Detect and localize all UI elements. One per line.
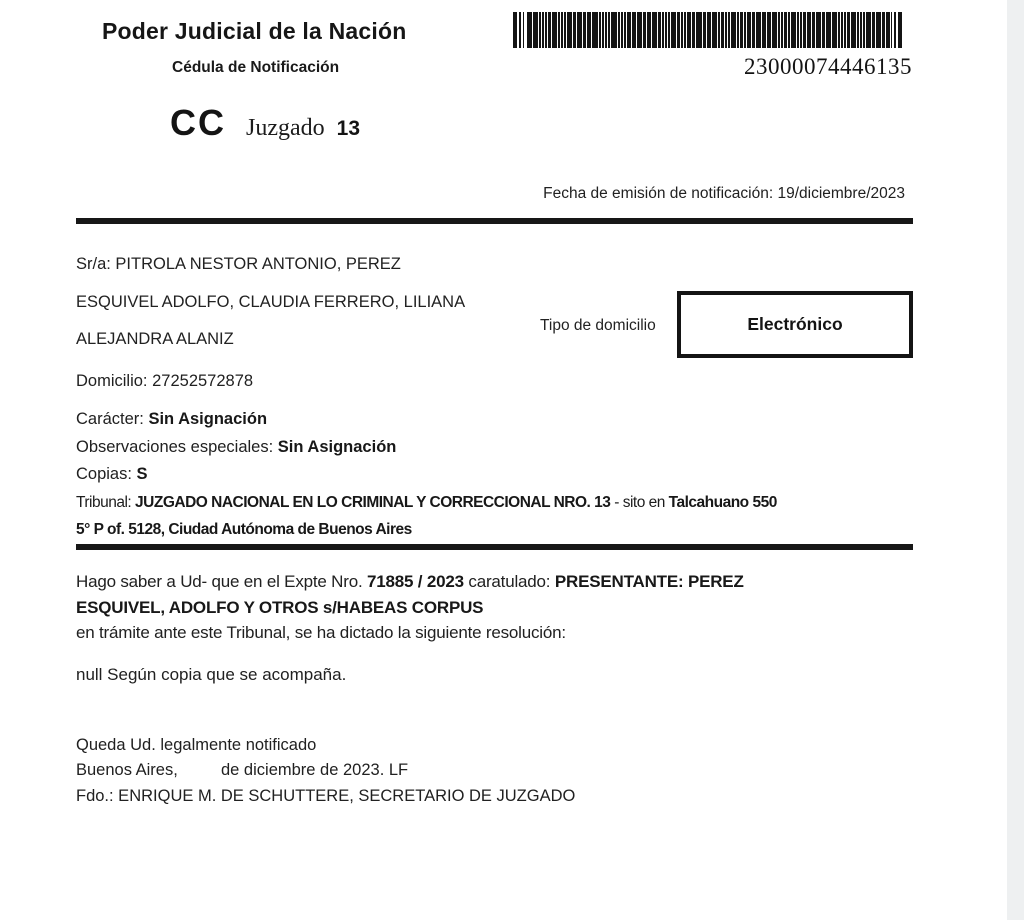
copies-line — [76, 465, 148, 484]
tribunal-address-2: 5° P of. 5128, Ciudad Autónoma de Buenos Aires — [76, 521, 412, 538]
addressee-line-2: ESQUIVEL ADOLFO, CLAUDIA FERRERO, LILIANA — [76, 292, 466, 311]
domicile-address-value: 27252572878 — [152, 372, 254, 390]
expte-mid: caratulado: — [463, 572, 555, 591]
addressee-line-1: Sr/a: PITROLA NESTOR ANTONIO, PEREZ — [76, 255, 401, 273]
domicile-type-box — [677, 291, 913, 358]
expte-number: 71885 / 2023 — [367, 572, 464, 591]
barcode — [513, 12, 912, 48]
character-line — [76, 410, 267, 429]
case-title-part-1: PRESENTANTE: PEREZ — [554, 572, 744, 591]
issue-date-line: Fecha de emisión de notificación: 19/diciembre/2023 — [543, 185, 905, 202]
domicile-type-value: Electrónico — [747, 314, 843, 334]
copy-code: CC — [170, 102, 226, 143]
footer-block — [76, 733, 926, 809]
tribunal-connector: - sito en — [610, 494, 669, 511]
signature-line: Fdo.: ENRIQUE M. DE SCHUTTERE, SECRETARIO DE JUZGADO — [76, 786, 576, 805]
divider-rule-bottom — [76, 544, 913, 550]
character-value: Sin Asignación — [148, 410, 268, 428]
observations-line — [76, 438, 396, 457]
copy-code-row — [170, 102, 360, 144]
expte-intro: Hago saber a Ud- que en el Expte Nro. — [76, 572, 368, 591]
tribunal-address-1: Talcahuano 550 — [668, 494, 777, 511]
observations-value: Sin Asignación — [277, 438, 397, 456]
city: Buenos Aires, — [76, 761, 178, 780]
observations-label: Observaciones especiales: — [76, 438, 274, 456]
character-label: Carácter: — [76, 410, 144, 428]
scan-edge-strip — [1007, 0, 1024, 920]
org-title: Poder Judicial de la Nación — [102, 18, 407, 44]
tribunal-label: Tribunal: — [76, 494, 132, 511]
document-type-title: Cédula de Notificación — [172, 59, 340, 76]
court-label: Juzgado — [246, 115, 325, 141]
case-title-part-2: ESQUIVEL, ADOLFO Y OTROS s/HABEAS CORPUS — [76, 597, 484, 617]
barcode-number: 23000074446135 — [744, 54, 912, 79]
date-line — [76, 758, 926, 783]
divider-rule-top — [76, 218, 913, 224]
addressee-block — [76, 246, 556, 359]
tribunal-block — [76, 489, 926, 543]
resolution-line: null Según copia que se acompaña. — [76, 665, 347, 684]
case-notice-block — [76, 569, 926, 646]
domicile-address-line — [76, 372, 253, 391]
date-rest: de diciembre de 2023. LF — [221, 761, 409, 780]
tribunal-line-1 — [76, 489, 926, 516]
domicile-address-label: Domicilio: — [76, 372, 148, 390]
tribunal-name: JUZGADO NACIONAL EN LO CRIMINAL Y CORRECCIONAL NRO. 13 — [135, 494, 611, 511]
addressee-line-3: ALEJANDRA ALANIZ — [76, 330, 234, 348]
case-notice-line-1 — [76, 569, 926, 595]
proceeding-line: en trámite ante este Tribunal, se ha dictado la siguiente resolución: — [76, 623, 566, 642]
court-number: 13 — [336, 117, 361, 140]
domicile-type-label: Tipo de domicilio — [540, 317, 656, 334]
copies-label: Copias: — [76, 465, 132, 483]
notified-line: Queda Ud. legalmente notificado — [76, 736, 317, 754]
copies-value: S — [136, 465, 148, 483]
